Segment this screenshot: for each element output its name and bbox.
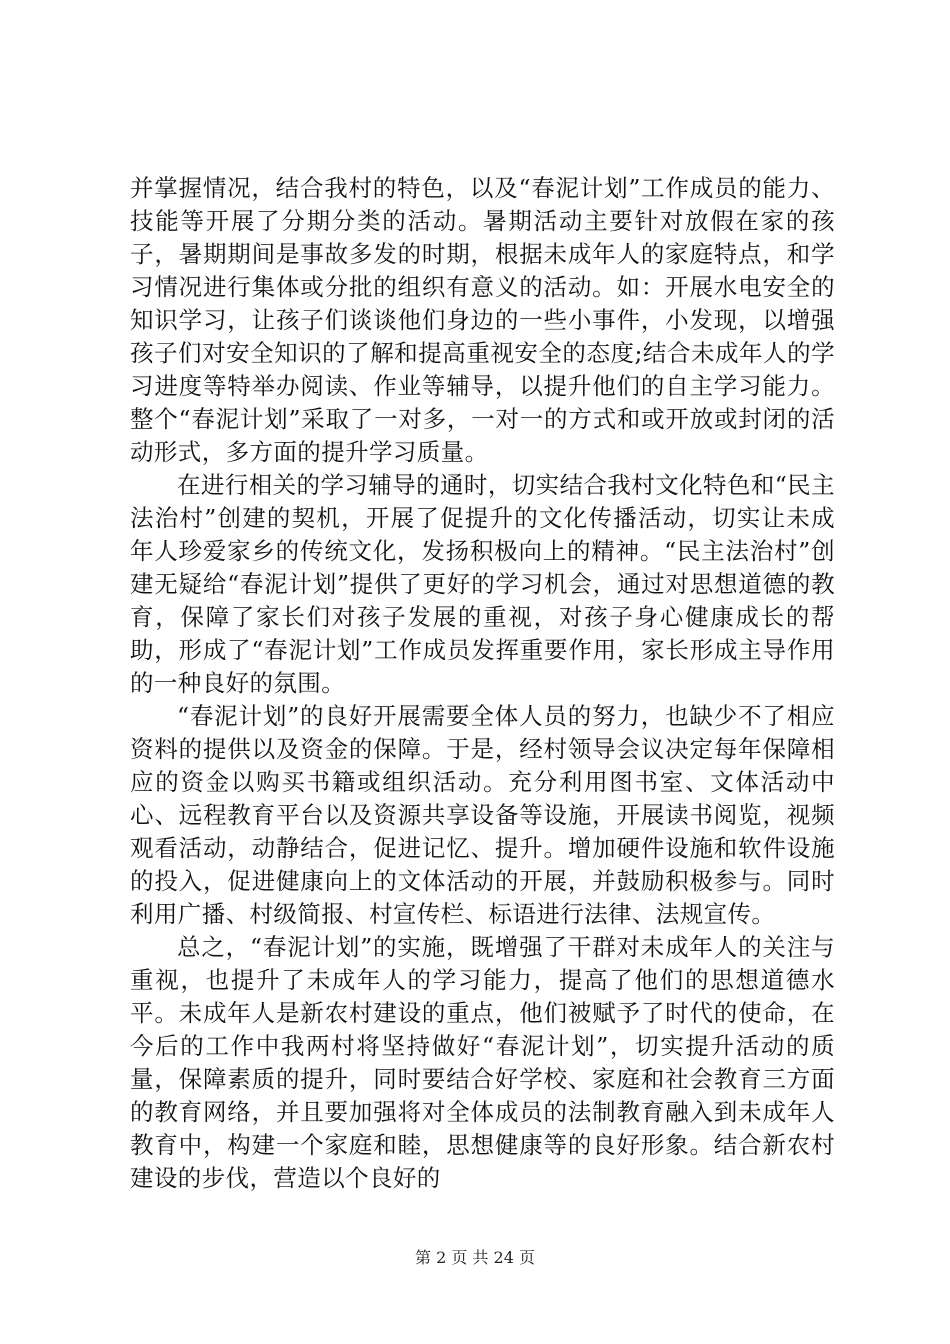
page-number-footer: 第 2 页 共 24 页 bbox=[415, 1248, 535, 1267]
paragraph-4: 总之，“春泥计划”的实施，既增强了干群对未成年人的关注与重视，也提升了未成年人的学习能力，提高了他们的思想道德水平。未成年人是新农村建设的重点，他们被赋予了时代的使命，在今后的工作中我两村将坚持做好“春泥计划”，切实提升活动的质量，保障素质的提升，同时要结合好学校、家庭和社会教育三方面的教育网络，并且要加强将对全体成员的法制教育融入到未成年人教育中，构建一个家庭和睦，思想健康等的良好形象。结合新农村建设的步伐，营造以个良好的 bbox=[130, 933, 835, 1192]
paragraph-1: 并掌握情况，结合我村的特色，以及“春泥计划”工作成员的能力、技能等开展了分期分类的活动。暑期活动主要针对放假在家的孩子，暑期期间是事故多发的时期，根据未成年人的家庭特点，和学习情况进行集体或分批的组织有意义的活动。如：开展水电安全的知识学习，让孩子们谈谈他们身边的一些小事件，小发现，以增强孩子们对安全知识的了解和提高重视安全的态度;结合未成年人的学习进度等特举办阅读、作业等辅导，以提升他们的自主学习能力。整个“春泥计划”采取了一对多，一对一的方式和或开放或封闭的活动形式，多方面的提升学习质量。 bbox=[130, 174, 835, 466]
paragraph-3: “春泥计划”的良好开展需要全体人员的努力，也缺少不了相应资料的提供以及资金的保障。于是，经村领导会议决定每年保障相应的资金以购买书籍或组织活动。充分利用图书室、文体活动中心、远程教育平台以及资源共享设备等设施，开展读书阅览，视频观看活动，动静结合，促进记忆、提升。增加硬件设施和软件设施的投入，促进健康向上的文体活动的开展，并鼓励积极参与。同时利用广播、村级简报、村宣传栏、标语进行法律、法规宣传。 bbox=[130, 702, 835, 928]
paragraph-2: 在进行相关的学习辅导的通时，切实结合我村文化特色和“民主法治村”创建的契机，开展了促提升的文化传播活动，切实让未成年人珍爱家乡的传统文化，发扬积极向上的精神。“民主法治村”创建无疑给“春泥计划”提供了更好的学习机会，通过对思想道德的教育，保障了家长们对孩子发展的重视，对孩子身心健康成长的帮助，形成了“春泥计划”工作成员发挥重要作用，家长形成主导作用的一种良好的氛围。 bbox=[130, 471, 835, 697]
document-body bbox=[130, 172, 835, 1195]
